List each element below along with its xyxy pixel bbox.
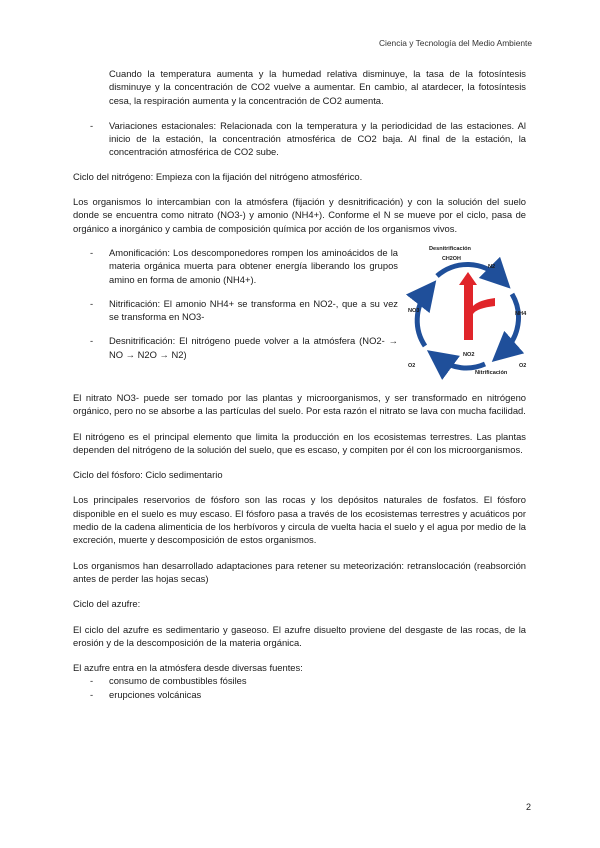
page-content [73, 67, 526, 701]
label-desnitrificacion: Desnitrificación [429, 245, 471, 252]
bullet-dash: - [90, 675, 94, 687]
label-n2: N2 [488, 263, 496, 270]
nitrificacion-text: Nitrificación: El amonio NH4+ se transforma en NO2-, que a su vez se transforma en NO3- [109, 297, 398, 323]
nitrogen-paragraph-3: El nitrógeno es el principal elemento que limita la producción en los ecosistemas terrestres. Las plantas dependen del nitrógeno de la solución del suelo, que es escaso, y compiten por él con los microorganismos. [73, 430, 526, 455]
nitrogen-paragraph-2: El nitrato NO3- puede ser tomado por las plantas y microorganismos, y ser transformado en nitrógeno orgánico, pero no se absorbe a las partículas del suelo. Por esta razón el nitrato se lava con mucha facilidad. [73, 391, 526, 417]
cycle-arc-bottom [439, 359, 485, 368]
source-combustibles-text: consumo de combustibles fósiles [109, 675, 247, 687]
list-item-nitrificacion [73, 297, 398, 324]
seasonal-variation-text: Variaciones estacionales: Relacionada con la temperatura y la periodicidad de las estaciones. Al inicio de la estación, la concentración atmosférica de CO2 baja. Al final de la estación, la concentración atmosférica de CO2 sube. [109, 119, 526, 158]
list-item-desnitrificacion [73, 334, 398, 361]
list-item-erupciones [73, 688, 526, 701]
amonificacion-text: Amonificación: Los descomponedores rompen los aminoácidos de la materia orgánica muerta para obtener energía liberando los grupos amino en forma de amonio (NH4+). [109, 246, 398, 285]
bullet-dash: - [90, 297, 94, 309]
list-item-amonificacion [73, 246, 398, 286]
sulfur-paragraph-1: El ciclo del azufre es sedimentario y gaseoso. El azufre disuelto proviene del desgaste de las rocas, de la erosión y de la descomposición de la materia orgánica. [73, 623, 526, 648]
label-o2-left: O2 [408, 362, 416, 369]
document-header: Ciencia y Tecnología del Medio Ambiente [378, 38, 532, 48]
phosphorus-paragraph-2: Los organismos han desarrollado adaptaciones para retener su meteorización: retranslocación (reabsorción antes de perder las hojas secas) [73, 559, 526, 584]
label-amonificacion: Amonificación [475, 319, 502, 325]
phosphorus-cycle-title: Ciclo del fósforo: Ciclo sedimentario [73, 469, 223, 481]
label-no3: NO3 [408, 307, 420, 314]
cycle-arc-right [503, 294, 518, 352]
phosphorus-paragraph-1: Los principales reservorios de fósforo son las rocas y los depósitos naturales de fosfatos. El fósforo disponible en el suelo es muy escaso. El fósforo pasa a través de los ecosistemas terrestres y acuáticos por medio de la cadena alimenticia de los herbívoros y circula de vuelta hacia el suelo y el agua por medio de la excreción, muerte y descomposición de estos organismos. [73, 494, 526, 546]
label-ch2oh: CH2OH [442, 255, 461, 262]
desnitrificacion-text: Desnitrificación: El nitrógeno puede volver a la atmósfera (NO2- → NO → N2O → N2) [109, 335, 398, 360]
label-nitrificacion: Nitrificación [475, 369, 508, 376]
seasonal-variation-item [73, 119, 526, 159]
sulfur-sources-list [73, 674, 526, 701]
label-no2: NO2 [463, 351, 475, 358]
nitrogen-cycle-title: Ciclo del nitrógeno: Empieza con la fijación del nitrógeno atmosférico. [73, 170, 363, 182]
sulfur-cycle-title: Ciclo del azufre: [73, 598, 141, 610]
sulfur-paragraph-2: El azufre entra en la atmósfera desde diversas fuentes: [73, 662, 303, 674]
bullet-dash: - [90, 119, 94, 131]
nitrogen-cycle-diagram [403, 240, 531, 380]
cycle-arc-left [417, 292, 427, 346]
bullet-dash: - [90, 246, 94, 258]
source-erupciones-text: erupciones volcánicas [109, 688, 202, 700]
label-nh4: NH4 [515, 310, 527, 317]
nitrogen-paragraph-1: Los organismos lo intercambian con la atmósfera (fijación y desnitrificación) y con la solución del suelo donde se encuentra como nitrato (NO3-) y amonio (NH4+). Conforme el N se mueve por el ciclo, pasa de orgánico a inorgánico y cambia de composición química por acción de los organismos vivos. [73, 196, 526, 234]
page-number: 2 [525, 802, 531, 812]
central-red-arrow [459, 272, 495, 340]
nitrogen-process-list [73, 246, 398, 372]
bullet-dash: - [90, 335, 94, 347]
co2-daily-paragraph: Cuando la temperatura aumenta y la humedad relativa disminuye, la tasa de la fotosíntesis disminuye y la concentración de CO2 vuelve a aumentar. En cambio, al atardecer, la fotosíntesis cesa, la respiración aumenta y la concentración de CO2 aumenta. [109, 68, 526, 106]
list-item-combustibles [73, 674, 526, 687]
label-o2-right: O2 [519, 362, 527, 369]
bullet-dash: - [90, 688, 94, 700]
nitrogen-process-block [73, 246, 526, 391]
